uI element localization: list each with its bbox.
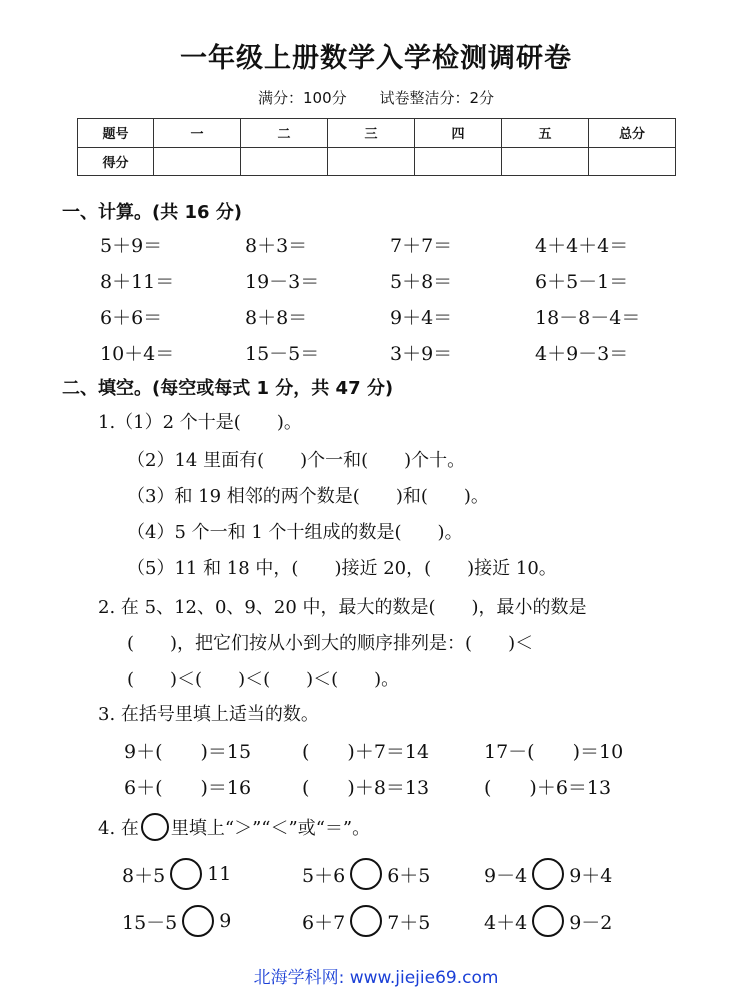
page-title: 一年级上册数学入学检测调研卷 <box>180 43 572 74</box>
compare-right: 6＋5 <box>387 864 431 887</box>
score-cell[interactable] <box>241 147 328 176</box>
q3-item: ( )＋8＝13 <box>302 777 430 799</box>
calc-item: 5＋9＝ <box>100 235 163 257</box>
score-table-score-row <box>78 147 676 176</box>
compare-item <box>122 858 231 890</box>
compare-right: 9－2 <box>569 911 613 934</box>
q1-part4: （4）5 个一和 1 个十组成的数是( )。 <box>127 522 463 543</box>
answer-circle[interactable] <box>350 858 382 890</box>
answer-circle[interactable] <box>350 905 382 937</box>
score-cell[interactable] <box>589 147 676 176</box>
q2-line2: ( )，把它们按从小到大的顺序排列是：( )＜ <box>127 633 534 654</box>
section2-heading: 二、填空。(每空或每式 1 分，共 47 分) <box>62 378 394 399</box>
compare-left: 9－4 <box>484 864 528 887</box>
q3-item: 6＋( )＝16 <box>124 777 252 799</box>
header-cell: 四 <box>415 119 502 148</box>
calc-item: 8＋3＝ <box>245 235 308 257</box>
q2-line1: 2. 在 5、12、0、9、20 中，最大的数是( )，最小的数是 <box>98 597 587 618</box>
header-cell: 三 <box>328 119 415 148</box>
score-info <box>0 87 752 108</box>
compare-left: 6＋7 <box>302 911 346 934</box>
score-table-header-row <box>78 119 676 148</box>
q3-title: 3. 在括号里填上适当的数。 <box>98 704 319 725</box>
calc-item: 9＋4＝ <box>390 307 453 329</box>
q1-part5: （5）11 和 18 中，( )接近 20，( )接近 10。 <box>127 558 557 579</box>
q3-item: 9＋( )＝15 <box>124 741 252 763</box>
header-cell: 二 <box>241 119 328 148</box>
compare-item <box>302 905 430 937</box>
score-cell[interactable] <box>154 147 241 176</box>
calc-item: 15－5＝ <box>245 343 320 365</box>
calc-item: 10＋4＝ <box>100 343 175 365</box>
q1-part1: 1.（1）2 个十是( )。 <box>98 412 302 433</box>
q3-item: 17－( )＝10 <box>484 741 624 763</box>
header-cell: 五 <box>502 119 589 148</box>
compare-left: 8＋5 <box>122 864 166 887</box>
score-table <box>77 118 676 176</box>
compare-right: 11 <box>207 863 232 885</box>
q4-title <box>98 813 370 841</box>
answer-circle[interactable] <box>532 905 564 937</box>
compare-item <box>484 858 612 890</box>
circle-icon <box>141 813 169 841</box>
answer-circle[interactable] <box>182 905 214 937</box>
q4-title-prefix: 4. 在 <box>98 818 139 839</box>
q1-part3: （3）和 19 相邻的两个数是( )和( )。 <box>127 486 489 507</box>
neatness-score: 试卷整洁分：2分 <box>379 89 494 107</box>
answer-circle[interactable] <box>532 858 564 890</box>
score-cell[interactable] <box>328 147 415 176</box>
calc-item: 5＋8＝ <box>390 271 453 293</box>
calc-item: 4＋4＋4＝ <box>535 235 629 257</box>
calc-item: 18－8－4＝ <box>535 307 641 329</box>
score-cell[interactable] <box>415 147 502 176</box>
compare-right: 9 <box>219 910 232 932</box>
compare-left: 4＋4 <box>484 911 528 934</box>
compare-item <box>302 858 430 890</box>
calc-item: 6＋6＝ <box>100 307 163 329</box>
calc-item: 8＋8＝ <box>245 307 308 329</box>
footer-watermark: 北海学科网: www.jiejie69.com <box>253 968 499 988</box>
header-cell: 一 <box>154 119 241 148</box>
score-cell[interactable] <box>502 147 589 176</box>
compare-right: 9＋4 <box>569 864 613 887</box>
answer-circle[interactable] <box>170 858 202 890</box>
q3-item: ( )＋7＝14 <box>302 741 430 763</box>
calc-item: 3＋9＝ <box>390 343 453 365</box>
calc-item: 19－3＝ <box>245 271 320 293</box>
compare-left: 5＋6 <box>302 864 346 887</box>
calc-item: 8＋11＝ <box>100 271 175 293</box>
calc-item: 4＋9－3＝ <box>535 343 629 365</box>
header-cell: 题号 <box>78 119 154 148</box>
calc-item: 6＋5－1＝ <box>535 271 629 293</box>
q3-item: ( )＋6＝13 <box>484 777 612 799</box>
compare-right: 7＋5 <box>387 911 431 934</box>
compare-left: 15－5 <box>122 911 178 934</box>
q1-part2: （2）14 里面有( )个一和( )个十。 <box>127 450 466 471</box>
q4-title-suffix: 里填上“＞”“＜”或“＝”。 <box>170 818 371 839</box>
header-cell: 总分 <box>589 119 676 148</box>
full-score: 满分：100分 <box>258 89 347 107</box>
row-label: 得分 <box>78 147 154 176</box>
compare-item <box>484 905 612 937</box>
calc-item: 7＋7＝ <box>390 235 453 257</box>
compare-item <box>122 905 231 937</box>
section1-heading: 一、计算。(共 16 分) <box>62 202 243 223</box>
q2-line3: ( )＜( )＜( )＜( )。 <box>127 669 400 690</box>
